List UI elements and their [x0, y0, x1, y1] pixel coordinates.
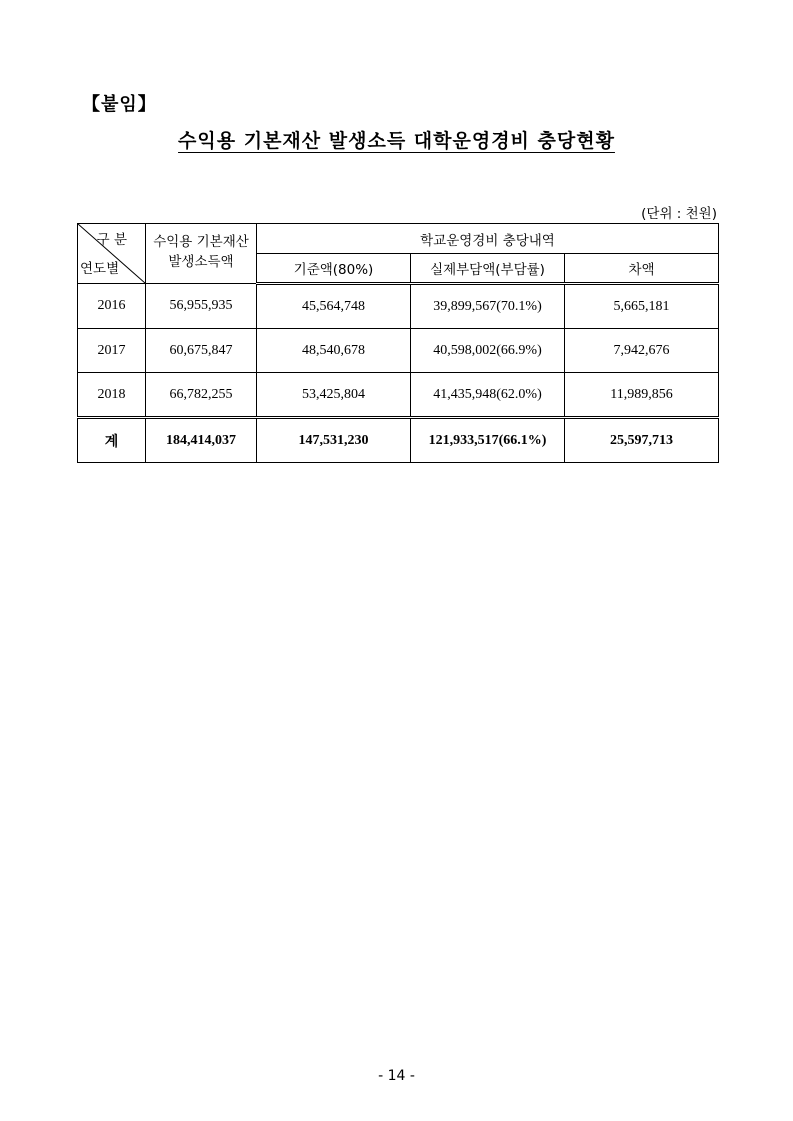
income-column-header	[146, 224, 257, 284]
document-title-text: 수익용 기본재산 발생소득 대학운영경비 충당현황	[178, 130, 615, 152]
difference-cell: 11,989,856	[565, 373, 719, 418]
corner-header-bottom: 연도별	[80, 261, 120, 277]
actual-cell: 40,598,002(66.9%)	[411, 329, 565, 373]
income-header-line2: 발생소득액	[168, 254, 234, 270]
standard-cell: 53,425,804	[257, 373, 411, 418]
header-row-1	[78, 224, 719, 254]
total-actual-cell: 121,933,517(66.1%)	[411, 418, 565, 463]
funding-status-table	[77, 223, 719, 463]
unit-note: (단위 : 천원)	[641, 206, 717, 222]
year-cell: 2016	[78, 284, 146, 329]
actual-cell: 41,435,948(62.0%)	[411, 373, 565, 418]
difference-cell: 5,665,181	[565, 284, 719, 329]
year-cell: 2018	[78, 373, 146, 418]
attachment-label: 【붙임】	[82, 94, 157, 115]
total-label-cell: 계	[78, 418, 146, 463]
difference-column-header: 차액	[565, 254, 719, 284]
table-row	[78, 373, 719, 418]
total-difference-cell: 25,597,713	[565, 418, 719, 463]
income-cell: 56,955,935	[146, 284, 257, 329]
actual-column-header: 실제부담액(부담률)	[411, 254, 565, 284]
corner-header-cell	[78, 224, 146, 284]
difference-cell: 7,942,676	[565, 329, 719, 373]
total-standard-cell: 147,531,230	[257, 418, 411, 463]
total-row	[78, 418, 719, 463]
table-row	[78, 284, 719, 329]
corner-header-top: 구 분	[96, 232, 127, 248]
income-cell: 66,782,255	[146, 373, 257, 418]
page-number: - 14 -	[378, 1068, 415, 1084]
standard-cell: 48,540,678	[257, 329, 411, 373]
income-cell: 60,675,847	[146, 329, 257, 373]
group-header: 학교운영경비 충당내역	[257, 224, 719, 254]
income-header-line1: 수익용 기본재산	[153, 234, 249, 250]
year-cell: 2017	[78, 329, 146, 373]
document-title	[0, 126, 793, 153]
actual-cell: 39,899,567(70.1%)	[411, 284, 565, 329]
standard-column-header: 기준액(80%)	[257, 254, 411, 284]
total-income-cell: 184,414,037	[146, 418, 257, 463]
table-row	[78, 329, 719, 373]
standard-cell: 45,564,748	[257, 284, 411, 329]
